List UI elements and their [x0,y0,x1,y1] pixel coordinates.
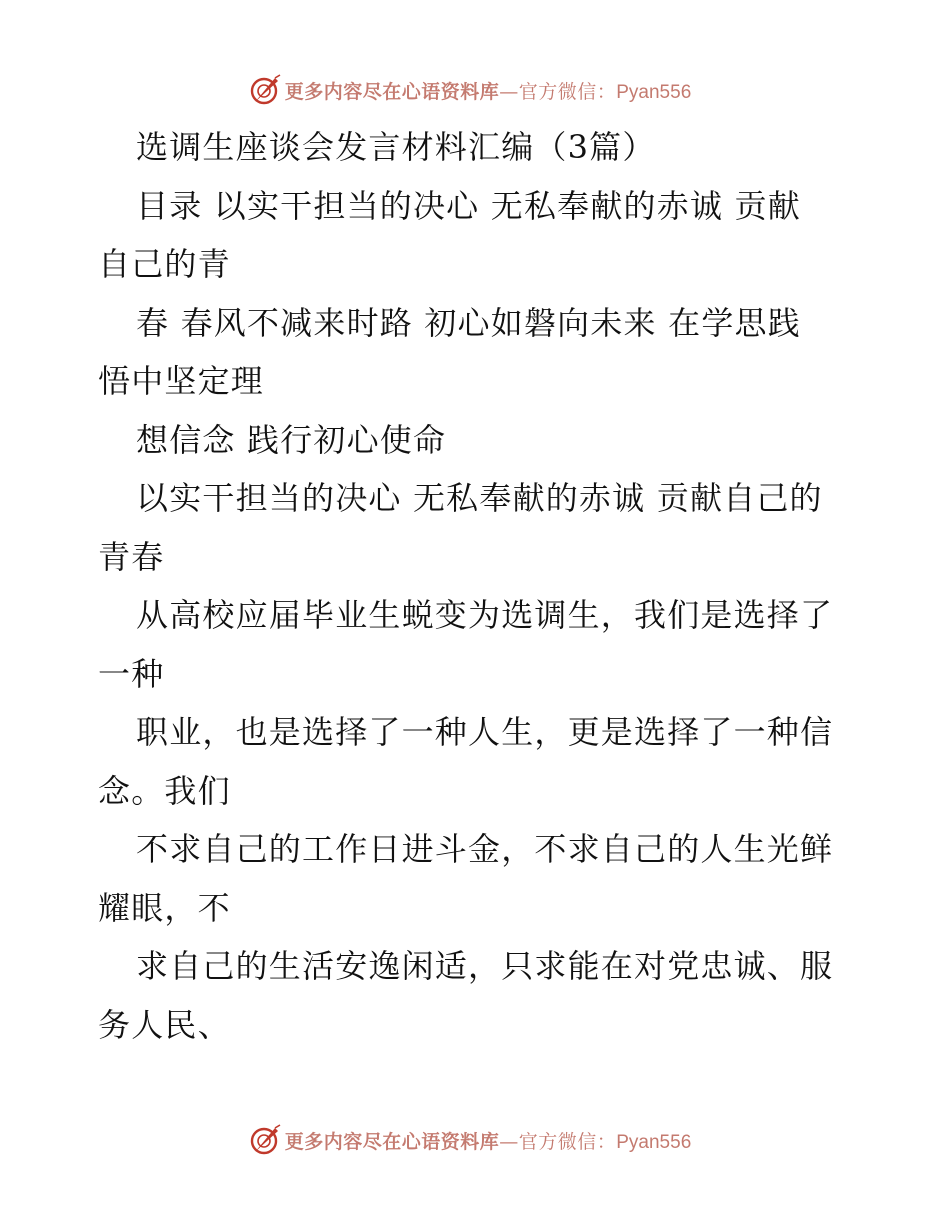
banner-sub-text: 官方微信： [518,80,617,103]
banner-text [285,1127,692,1154]
text-line: 青春 [98,537,165,576]
banner-wechat-id: Pyan556 [616,1131,692,1153]
document-body [98,118,858,1054]
text-line: 职业，也是选择了一种人生，更是选择了一种信 [136,713,834,751]
text-line: 从高校应届毕业生蜕变为选调生，我们是选择了 [136,596,834,634]
banner-main-text: 更多内容尽在心语资料库 [284,80,500,103]
text-line: 一种 [98,654,165,693]
banner-sub-text: 官方微信： [518,1130,617,1153]
text-line: 念。我们 [98,771,231,810]
document-title: 选调生座谈会发言材料汇编（3篇） [136,128,656,166]
text-line: 悟中坚定理 [98,362,265,400]
banner-dash: — [499,1130,519,1153]
quill-logo-icon [249,1124,281,1156]
text-line: 自己的青 [98,245,231,283]
text-line: 以实干担当的决心 无私奉献的赤诚 贡献自己的 [136,479,823,517]
text-line: 想信念 践行初心使命 [136,420,447,459]
text-line: 求自己的生活安逸闲适，只求能在对党忠诚、服 [136,947,834,985]
banner-main-text: 更多内容尽在心语资料库 [284,1130,500,1153]
header-banner [0,70,950,110]
banner-dash: — [499,80,519,103]
quill-logo-icon [249,74,281,106]
text-line: 耀眼，不 [98,888,231,927]
banner-text [285,77,692,104]
text-line: 目录 以实干担当的决心 无私奉献的赤诚 贡献 [136,186,801,225]
footer-banner [0,1120,950,1160]
text-line: 春 春风不减来时路 初心如磐向未来 在学思践 [136,303,801,342]
banner-wechat-id: Pyan556 [616,81,692,103]
text-line: 务人民、 [98,1005,231,1044]
text-line: 不求自己的工作日进斗金，不求自己的人生光鲜 [136,830,834,868]
